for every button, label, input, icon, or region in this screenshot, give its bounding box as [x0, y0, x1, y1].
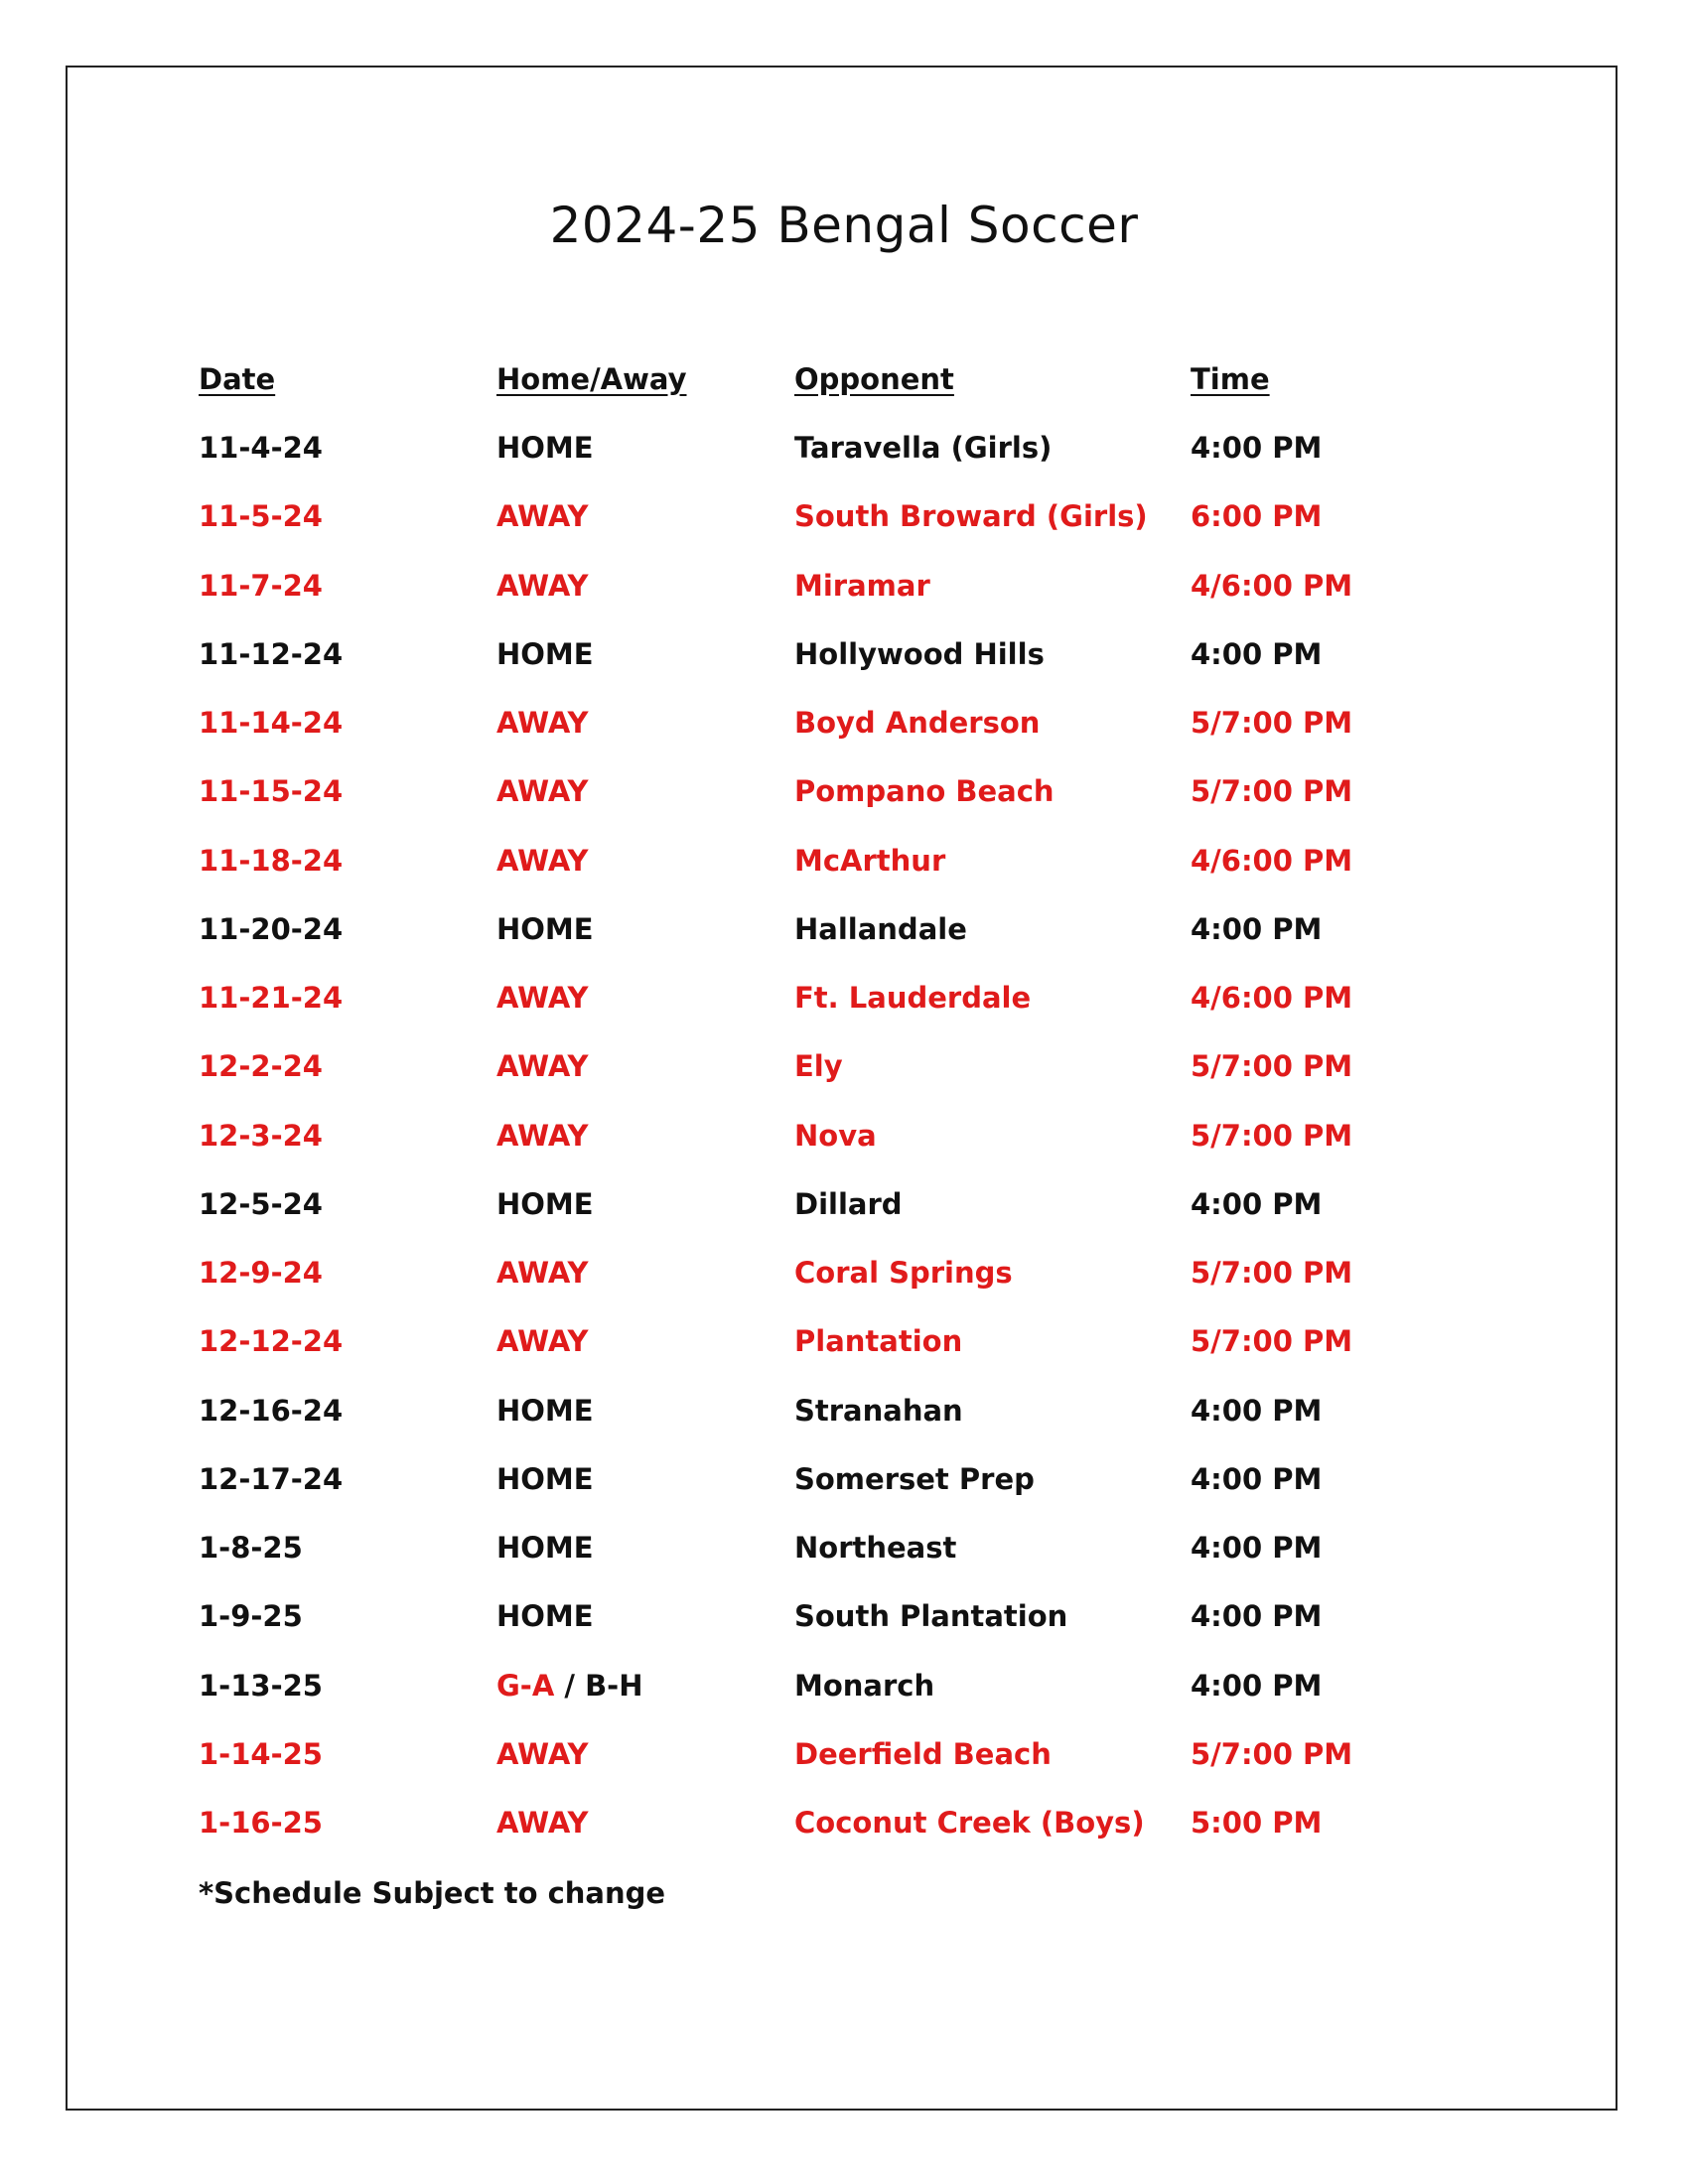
game-date: 12-17-24	[199, 1461, 344, 1496]
table-row	[0, 569, 1688, 618]
table-row	[0, 1324, 1688, 1374]
table-row	[0, 1599, 1688, 1649]
game-opponent: South Plantation	[794, 1599, 1068, 1634]
game-opponent: South Broward (Girls)	[794, 499, 1148, 534]
game-home-away: HOME	[496, 636, 594, 671]
page-title: 2024-25 Bengal Soccer	[549, 197, 1139, 254]
game-time: 4:00 PM	[1191, 911, 1323, 946]
table-row	[0, 1737, 1688, 1787]
game-opponent: Taravella (Girls)	[794, 431, 1053, 465]
game-time: 4:00 PM	[1191, 1461, 1323, 1496]
game-home-away: AWAY	[496, 1324, 589, 1359]
game-opponent: Miramar	[794, 568, 930, 603]
game-opponent: Dillard	[794, 1186, 903, 1221]
table-row	[0, 1462, 1688, 1512]
game-opponent: Northeast	[794, 1531, 957, 1565]
game-date: 1-9-25	[199, 1599, 303, 1634]
game-time: 5/7:00 PM	[1191, 1736, 1353, 1771]
game-opponent: Coconut Creek (Boys)	[794, 1806, 1145, 1840]
game-date: 11-20-24	[199, 911, 344, 946]
game-opponent: Monarch	[794, 1668, 935, 1703]
game-time: 5:00 PM	[1191, 1806, 1323, 1840]
table-row	[0, 1531, 1688, 1580]
schedule-footnote: *Schedule Subject to change	[199, 1876, 666, 1910]
game-time: 4:00 PM	[1191, 1599, 1323, 1634]
game-home-away: AWAY	[496, 981, 589, 1015]
game-date: 1-16-25	[199, 1806, 323, 1840]
game-opponent: McArthur	[794, 843, 946, 878]
game-opponent: Stranahan	[794, 1393, 963, 1428]
table-row	[0, 1394, 1688, 1443]
table-row	[0, 912, 1688, 962]
game-date: 12-9-24	[199, 1256, 323, 1290]
boys-home-label: / B-H	[554, 1668, 643, 1703]
game-opponent: Nova	[794, 1118, 877, 1153]
game-date: 11-14-24	[199, 706, 344, 740]
game-date: 1-13-25	[199, 1668, 323, 1703]
game-opponent: Hollywood Hills	[794, 636, 1045, 671]
game-time: 4:00 PM	[1191, 1668, 1323, 1703]
game-home-away: HOME	[496, 1186, 594, 1221]
game-home-away: AWAY	[496, 1118, 589, 1153]
girls-away-label: G-A	[496, 1668, 555, 1703]
game-opponent: Ft. Lauderdale	[794, 981, 1032, 1015]
game-home-away: HOME	[496, 1393, 594, 1428]
table-row	[0, 1187, 1688, 1237]
table-row	[0, 1049, 1688, 1099]
table-row	[0, 637, 1688, 687]
game-opponent: Boyd Anderson	[794, 706, 1041, 740]
game-date: 12-5-24	[199, 1186, 323, 1221]
table-row	[0, 1806, 1688, 1855]
game-date: 11-15-24	[199, 774, 344, 809]
game-date: 11-21-24	[199, 981, 344, 1015]
table-row	[0, 499, 1688, 549]
game-home-away: HOME	[496, 911, 594, 946]
game-home-away: AWAY	[496, 1256, 589, 1290]
table-row	[0, 706, 1688, 755]
header-time: Time	[1191, 362, 1270, 396]
header-opponent: Opponent	[794, 362, 954, 396]
game-time: 4:00 PM	[1191, 636, 1323, 671]
table-row	[0, 981, 1688, 1030]
game-home-away	[496, 1669, 643, 1703]
game-home-away: AWAY	[496, 1736, 589, 1771]
game-home-away: AWAY	[496, 1049, 589, 1084]
game-time: 5/7:00 PM	[1191, 1118, 1353, 1153]
game-home-away: AWAY	[496, 706, 589, 740]
game-time: 4/6:00 PM	[1191, 843, 1353, 878]
game-opponent: Deerfield Beach	[794, 1736, 1052, 1771]
game-opponent: Plantation	[794, 1324, 963, 1359]
table-row	[0, 774, 1688, 824]
game-date: 11-18-24	[199, 843, 344, 878]
game-time: 5/7:00 PM	[1191, 1049, 1353, 1084]
game-date: 12-16-24	[199, 1393, 344, 1428]
table-row	[0, 844, 1688, 893]
game-time: 4:00 PM	[1191, 1531, 1323, 1565]
game-date: 11-7-24	[199, 568, 323, 603]
game-home-away: AWAY	[496, 843, 589, 878]
game-opponent: Ely	[794, 1049, 843, 1084]
game-date: 11-12-24	[199, 636, 344, 671]
game-home-away: AWAY	[496, 568, 589, 603]
table-header	[0, 362, 1688, 412]
game-time: 4:00 PM	[1191, 431, 1323, 465]
game-opponent: Hallandale	[794, 911, 967, 946]
game-home-away: HOME	[496, 1461, 594, 1496]
table-row	[0, 431, 1688, 480]
game-home-away: AWAY	[496, 1806, 589, 1840]
game-time: 4:00 PM	[1191, 1186, 1323, 1221]
game-date: 1-14-25	[199, 1736, 323, 1771]
header-date: Date	[199, 362, 276, 396]
game-home-away: HOME	[496, 1599, 594, 1634]
game-opponent: Pompano Beach	[794, 774, 1055, 809]
table-row	[0, 1119, 1688, 1168]
game-date: 1-8-25	[199, 1531, 303, 1565]
game-time: 4/6:00 PM	[1191, 568, 1353, 603]
game-date: 11-4-24	[199, 431, 323, 465]
game-date: 12-3-24	[199, 1118, 323, 1153]
game-time: 6:00 PM	[1191, 499, 1323, 534]
header-home-away: Home/Away	[496, 362, 687, 396]
game-date: 12-12-24	[199, 1324, 344, 1359]
table-row	[0, 1669, 1688, 1718]
game-home-away: HOME	[496, 431, 594, 465]
game-time: 5/7:00 PM	[1191, 774, 1353, 809]
game-time: 5/7:00 PM	[1191, 1256, 1353, 1290]
game-date: 11-5-24	[199, 499, 323, 534]
game-date: 12-2-24	[199, 1049, 323, 1084]
game-time: 5/7:00 PM	[1191, 706, 1353, 740]
game-home-away: HOME	[496, 1531, 594, 1565]
game-opponent: Somerset Prep	[794, 1461, 1035, 1496]
game-opponent: Coral Springs	[794, 1256, 1013, 1290]
game-home-away: AWAY	[496, 499, 589, 534]
game-time: 4/6:00 PM	[1191, 981, 1353, 1015]
game-time: 5/7:00 PM	[1191, 1324, 1353, 1359]
game-time: 4:00 PM	[1191, 1393, 1323, 1428]
table-row	[0, 1256, 1688, 1305]
game-home-away: AWAY	[496, 774, 589, 809]
